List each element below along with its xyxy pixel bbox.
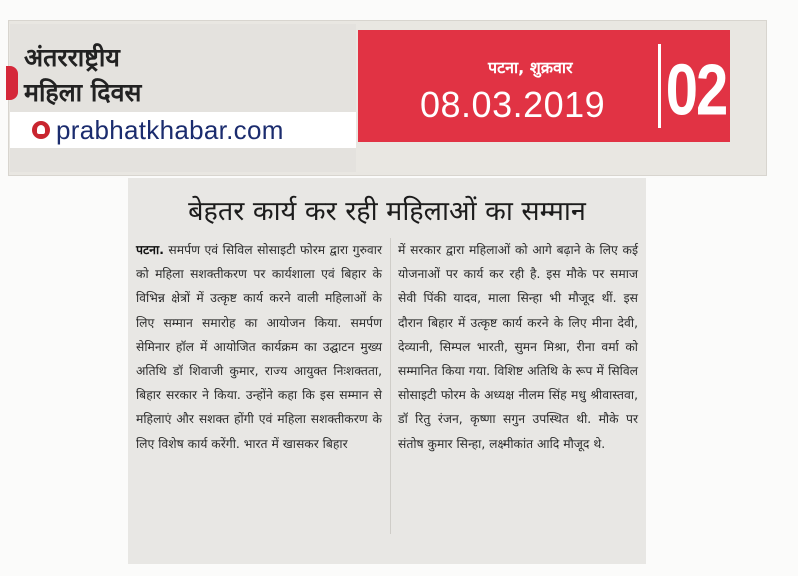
article-headline: बेहतर कार्य कर रही महिलाओं का सम्मान xyxy=(188,196,586,227)
article-column-1 xyxy=(136,238,382,456)
column-divider xyxy=(390,238,391,534)
site-bar xyxy=(10,112,356,148)
site-url: prabhatkhabar.com xyxy=(56,115,284,145)
page-number: 02 xyxy=(665,49,727,131)
article-column-2-text: में सरकार द्वारा महिलाओं को आगे बढ़ाने के लिए कई योजनाओं पर कार्य कर रही है. इस मौके पर समाज सेवी पिंकी यादव, माला सिन्हा भी मौजूद थीं. इस दौरान बिहार में उत्कृष्ट कार्य करने के लिए मीना देवी, देव्यानी, सिम्पल भारती, सुमन मिश्रा, रीना वर्मा को सम्मानित किया गया. विशिष्ट अतिथि के रूप में सिविल सोसाइटी फोरम के अध्यक्ष नीलम सिंह मधु श्रीवास्तवा, डॉ रितु रंजन, कृष्णा सगुन उपस्थित थी. मौके पर संतोष कुमार सिन्हा, लक्ष्मीकांत आदि मौजूद थे. xyxy=(398,243,638,451)
city-day: पटना, शुक्रवार xyxy=(488,58,573,77)
section-red-tab xyxy=(6,66,18,100)
article-column-2 xyxy=(398,238,638,456)
article-column-1-text: समर्पण एवं सिविल सोसाइटी फोरम द्वारा गुरुवार को महिला सशक्तीकरण पर कार्यशाला एवं बिहार के विभिन्न क्षेत्रों में उत्कृष्ट कार्य करने वाली महिलाओं के लिए सम्मान समारोह का आयोजन किया. समर्पण सेमिनार हॉल में आयोजित कार्यक्रम का उद्घाटन मुख्य अतिथि डॉ शिवाजी कुमार, राज्य आयुक्त निःशक्तता, बिहार सरकार ने किया. उन्होंने कहा कि इस सम्मान से महिलाएं और सशक्त होंगी एवं महिला सशक्तीकरण के लिए विशेष कार्य करेंगी. भारत में खासकर बिहार xyxy=(136,243,382,451)
prabhat-khabar-logo-icon xyxy=(32,121,50,139)
news-article xyxy=(128,178,646,564)
date-banner xyxy=(358,30,730,142)
section-title-line1: अंतरराष्ट्रीय xyxy=(24,43,120,72)
issue-date: 08.03.2019 xyxy=(420,84,606,125)
section-title xyxy=(24,40,141,110)
section-title-line2: महिला दिवस xyxy=(24,78,142,107)
date-divider xyxy=(658,44,661,128)
article-dateline: पटना. xyxy=(136,243,164,257)
section-banner xyxy=(10,24,356,172)
